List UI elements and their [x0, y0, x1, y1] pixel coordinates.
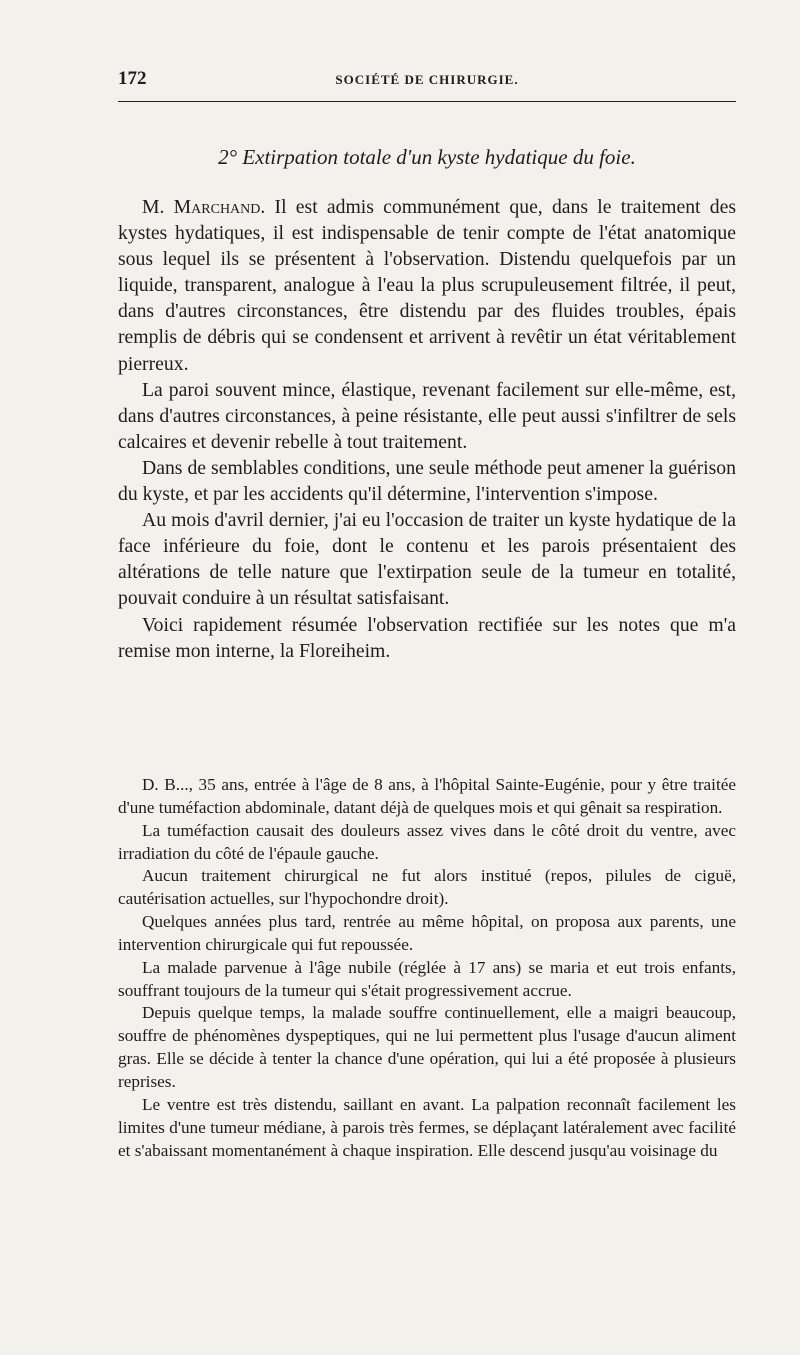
paragraph	[118, 194, 736, 377]
paragraph-text: Il est admis communément que, dans le traitement des kystes hydatiques, il est indispensable de tenir compte de l'état anatomique sous lequel ils se présentent à l'observation. Distendu quelquefois par un liquide, transparent, analogue à l'eau la plus scrupuleusement filtrée, il peut, dans d'autres circonstances, être distendu par des fluides troubles, épais remplis de débris qui se condensent et arrivent à revêtir un état véritablement pierreux.	[118, 196, 736, 375]
observation-paragraph: D. B..., 35 ans, entrée à l'âge de 8 ans, à l'hôpital Sainte-Eugénie, pour y être traitée d'une tuméfaction abdominale, datant déjà de quelques mois et qui gênait sa respiration.	[118, 775, 736, 817]
paragraph: Au mois d'avril dernier, j'ai eu l'occasion de traiter un kyste hydatique de la face inférieure du foie, dont le contenu et les parois présentaient des altérations de telle nature que l'extirpation seule de la tumeur en totalité, pouvait conduire à un résultat satisfaisant.	[118, 509, 736, 610]
running-head: SOCIÉTÉ DE CHIRURGIE.	[335, 72, 519, 87]
observation-paragraph: La tuméfaction causait des douleurs assez vives dans le côté droit du ventre, avec irradiation du côté de l'épaule gauche.	[118, 820, 736, 863]
observation-paragraph: Le ventre est très distendu, saillant en avant. La palpation reconnaît facilement les limites d'une tumeur médiane, à parois très fermes, se déplaçant latéralement avec facilité et s'abaissant momentanément à chaque inspiration. Elle descend jusqu'au voisinage du	[118, 1094, 736, 1160]
page-number: 172	[118, 68, 147, 89]
paragraph: La paroi souvent mince, élastique, revenant facilement sur elle-même, est, dans d'autres circonstances, à peine résistante, elle peut aussi s'infiltrer de sels calcaires et devenir rebelle à tout traitement.	[118, 378, 736, 453]
main-text	[118, 194, 736, 664]
observation-paragraph: Depuis quelque temps, la malade souffre continuellement, elle a maigri beaucoup, souffre de phénomènes dyspeptiques, qui ne lui permettent plus l'usage d'aucun aliment gras. Elle se décide à tenter la chance d'une opération, qui lui a été proposée à plusieurs reprises.	[118, 1003, 736, 1091]
observation-paragraph: Quelques années plus tard, rentrée au même hôpital, on proposa aux parents, une intervention chirurgicale qui fut repoussée.	[118, 912, 736, 954]
observation-section	[118, 774, 736, 1162]
paragraph: Dans de semblables conditions, une seule méthode peut amener la guérison du kyste, et par les accidents qu'il détermine, l'intervention s'impose.	[118, 456, 736, 506]
observation-paragraph: La malade parvenue à l'âge nubile (réglée à 17 ans) se maria et eut trois enfants, souffrant toujours de la tumeur qui s'était progressivement accrue.	[118, 957, 736, 1000]
observation-paragraph: Aucun traitement chirurgical ne fut alors institué (repos, pilules de ciguë, cautérisation actuelles, sur l'hypochondre droit).	[118, 866, 736, 909]
section-title: 2° Extirpation totale d'un kyste hydatique du foie.	[218, 145, 636, 169]
author-name: M. Marchand.	[142, 196, 266, 218]
page-header	[118, 68, 736, 94]
header-rule	[118, 101, 736, 102]
paragraph: Voici rapidement résumée l'observation rectifiée sur les notes que m'a remise mon interne, la Floreiheim.	[118, 613, 736, 662]
